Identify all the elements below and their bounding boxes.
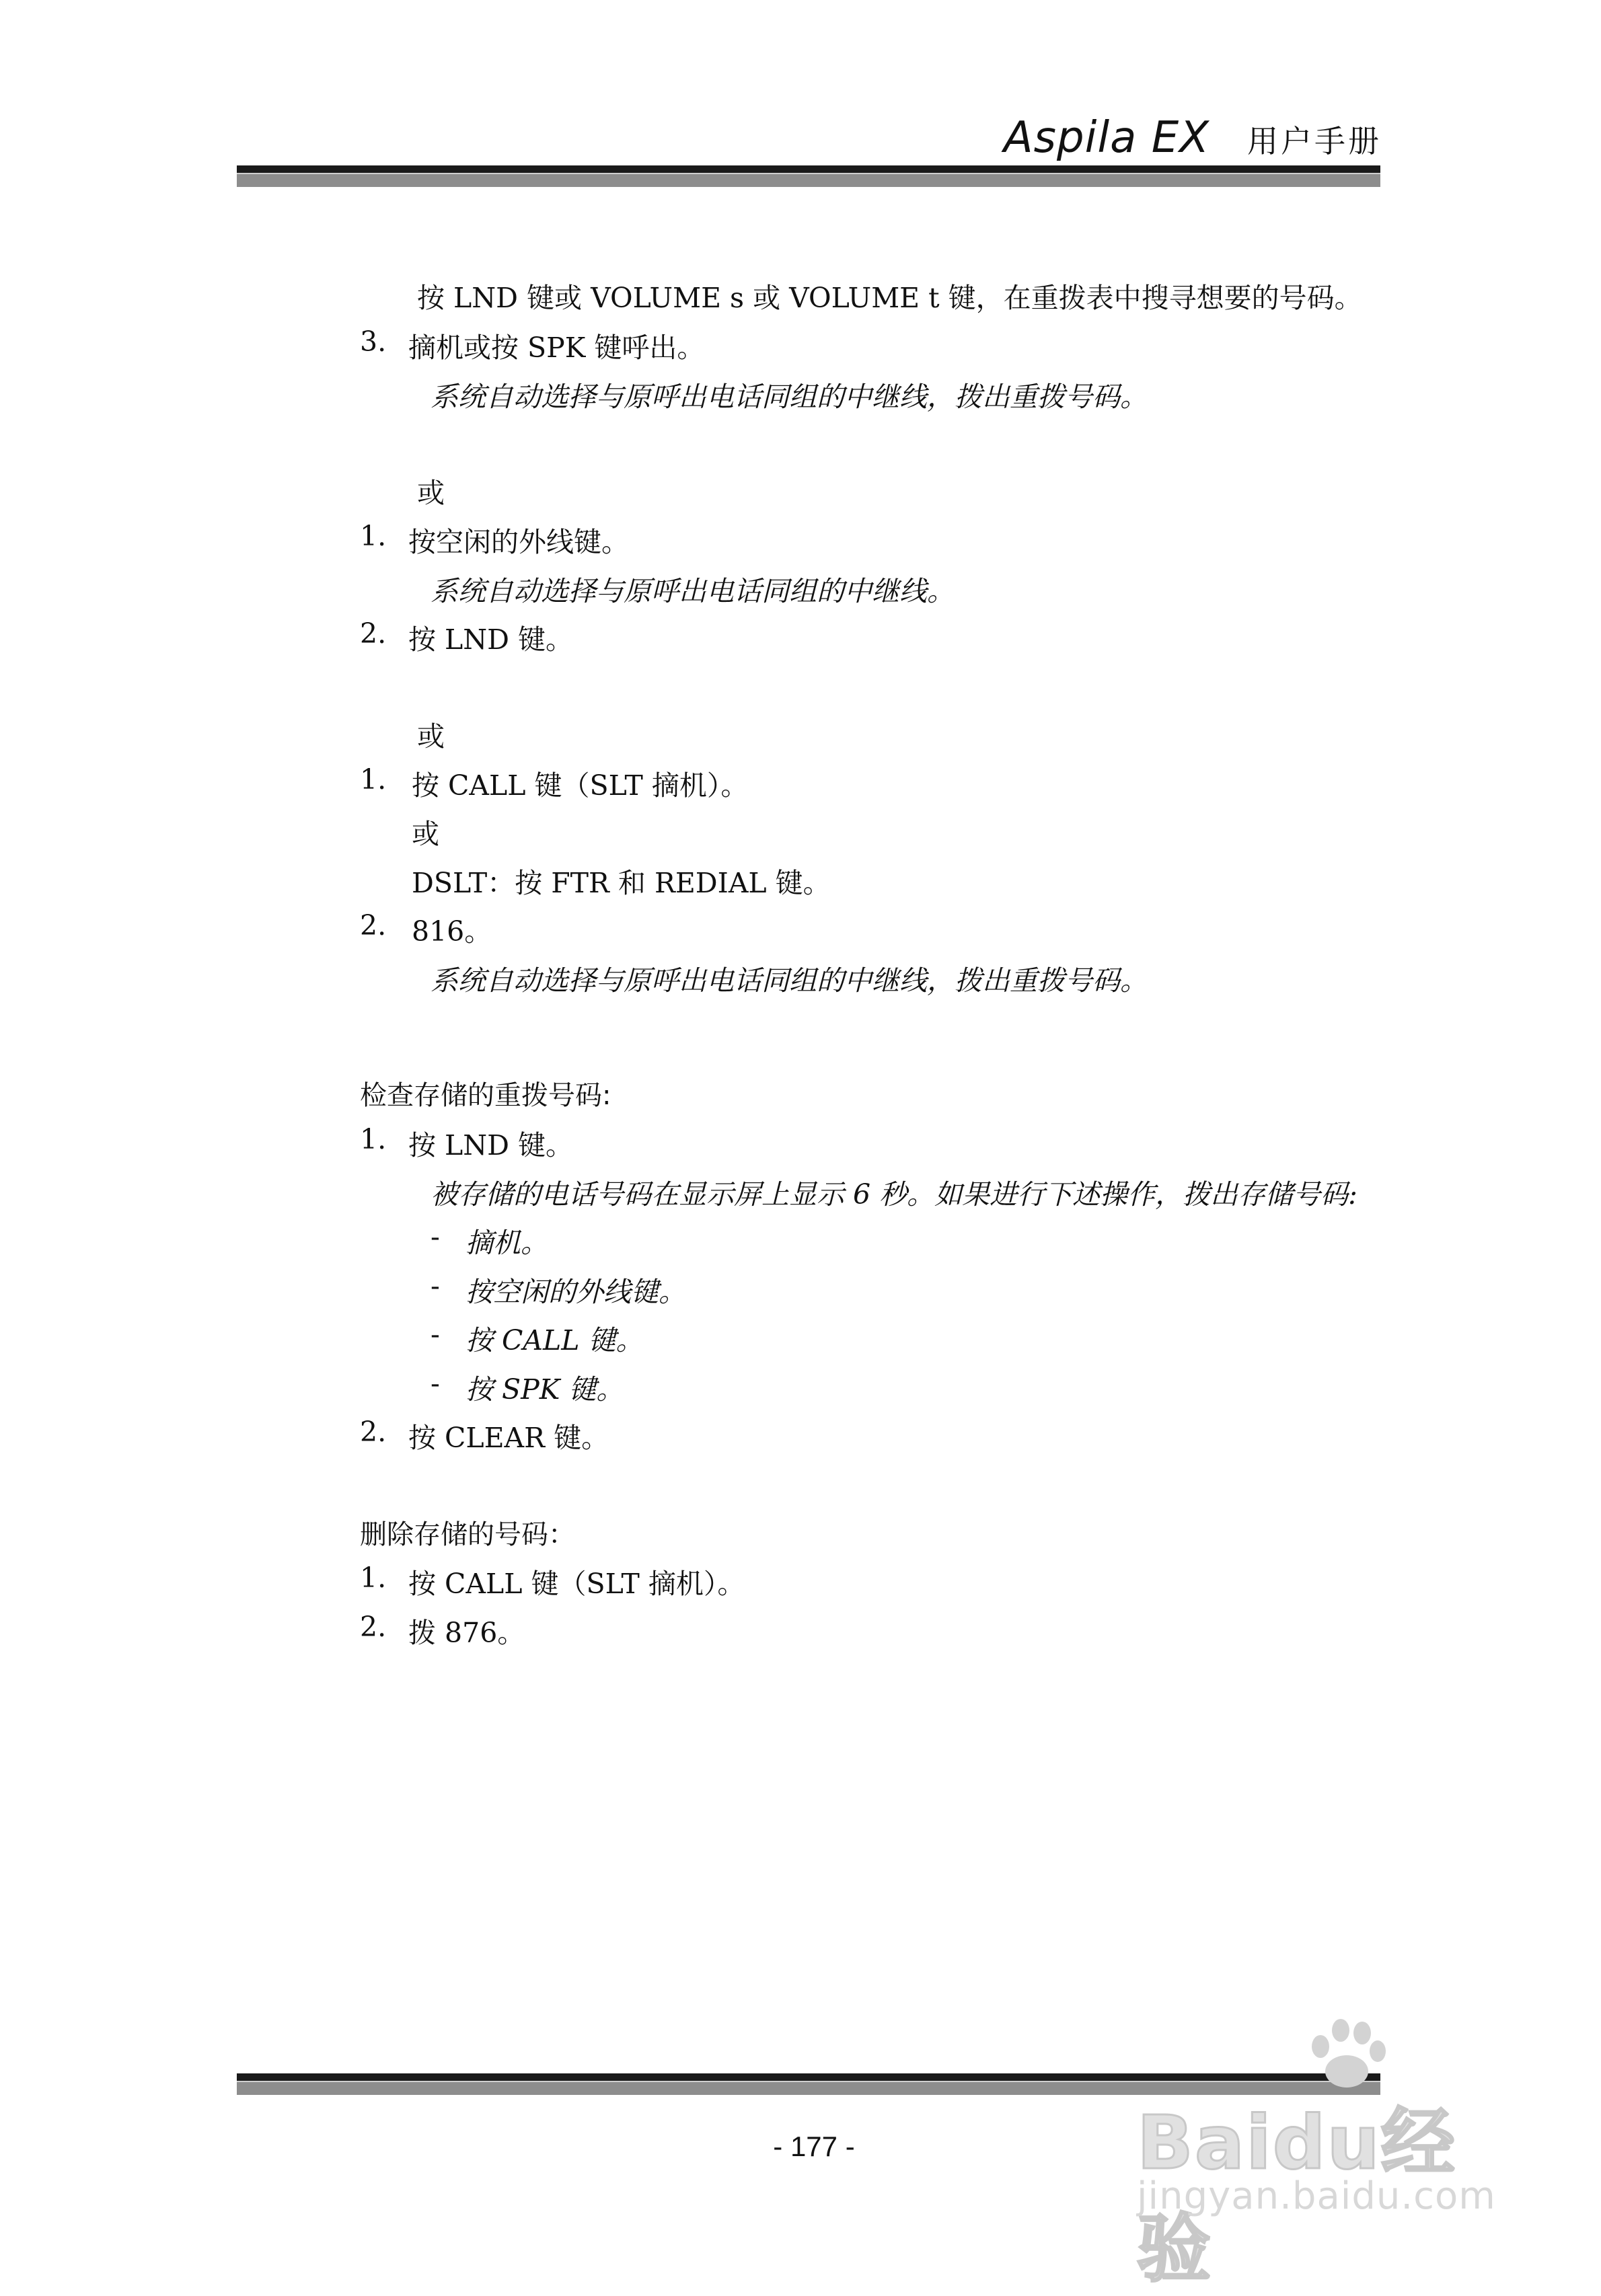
step3-number: 3.	[360, 326, 387, 358]
c-step2-note: 系统自动选择与原呼出电话同组的中继线，拨出重拨号码。	[431, 964, 1148, 997]
b-step2-number: 2.	[360, 617, 387, 650]
b-step1-note: 系统自动选择与原呼出电话同组的中继线。	[431, 575, 955, 607]
d-step1-text: 按 LND 键。	[408, 1129, 574, 1161]
c-step1-text: 按 CALL 键（SLT 摘机）。	[412, 769, 749, 802]
c-or-text: 或	[412, 818, 439, 850]
header-brand: Aspila EX	[1003, 113, 1209, 163]
c-step1-number: 1.	[360, 763, 387, 796]
c-step2-text: 816。	[412, 915, 492, 948]
bullet-dash: -	[431, 1367, 440, 1400]
watermark-url: jingyan.baidu.com	[1137, 2174, 1496, 2218]
d-step1-note: 被存储的电话号码在显示屏上显示 6 秒。如果进行下述操作，拨出存储号码:	[431, 1178, 1357, 1211]
step3-note: 系统自动选择与原呼出电话同组的中继线，拨出重拨号码。	[431, 381, 1148, 413]
header-title	[1004, 113, 1382, 163]
d-step1-number: 1.	[360, 1123, 387, 1155]
header-rule	[237, 165, 1380, 187]
paw-icon	[1305, 2016, 1386, 2090]
e-step1-text: 按 CALL 键（SLT 摘机）。	[408, 1568, 745, 1600]
intro-text: 按 LND 键或 VOLUME s 或 VOLUME t 键，在重拨表中搜寻想要的号码。	[417, 282, 1362, 314]
baidu-watermark	[1137, 2016, 1514, 2292]
bullet-dash: -	[431, 1318, 440, 1350]
b-step2-text: 按 LND 键。	[408, 623, 574, 656]
watermark-brand: Baidu经验	[1137, 2100, 1456, 2292]
header-subtitle: 用户手册	[1247, 123, 1382, 159]
bullet-dash: -	[431, 1270, 440, 1302]
bullet-text: 摘机。	[466, 1227, 548, 1259]
e-step2-number: 2.	[360, 1611, 387, 1643]
d-step2-text: 按 CLEAR 键。	[408, 1422, 609, 1454]
c-step1-alt: DSLT：按 FTR 和 REDIAL 键。	[412, 867, 831, 899]
e-step1-number: 1.	[360, 1562, 387, 1594]
page-number: - 177 -	[773, 2131, 855, 2162]
delete-heading: 删除存储的号码：	[360, 1519, 575, 1550]
check-heading: 检查存储的重拨号码:	[360, 1080, 611, 1111]
c-step2-number: 2.	[360, 909, 387, 942]
d-step2-number: 2.	[360, 1416, 387, 1448]
b-step1-number: 1.	[360, 520, 387, 552]
or-separator: 或	[417, 477, 445, 509]
bullet-dash: -	[431, 1221, 440, 1253]
b-step1-text: 按空闲的外线键。	[408, 526, 629, 558]
bullet-text: 按 CALL 键。	[466, 1324, 644, 1356]
step3-text: 摘机或按 SPK 键呼出。	[408, 332, 705, 364]
or-separator: 或	[417, 720, 445, 753]
bullet-text: 按空闲的外线键。	[466, 1276, 686, 1308]
bullet-text: 按 SPK 键。	[466, 1373, 624, 1406]
e-step2-text: 拨 876。	[408, 1617, 525, 1649]
